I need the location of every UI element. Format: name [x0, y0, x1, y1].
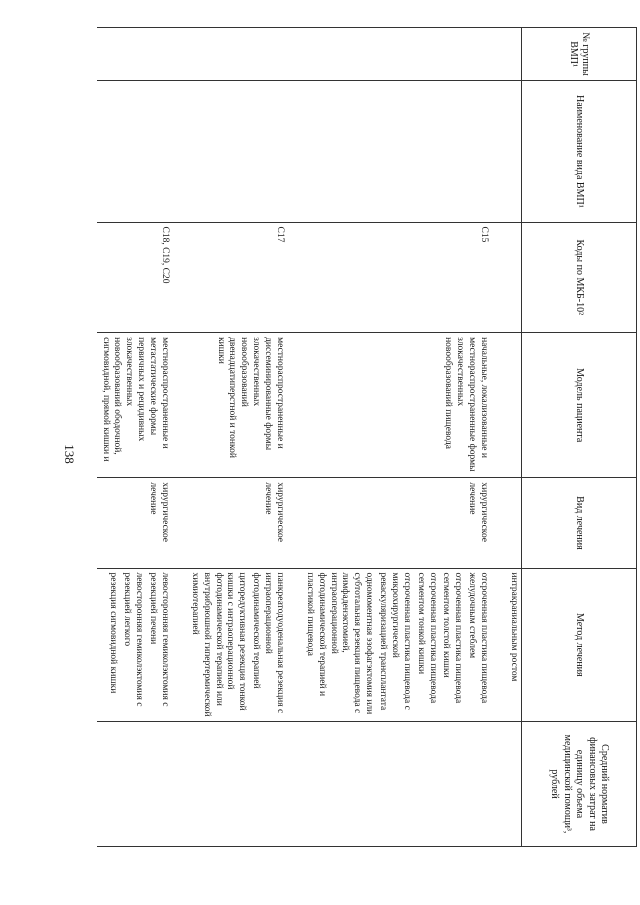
cell-kind: хирургическое лечение: [299, 478, 491, 568]
cell-model: начальные, локализованные и местнораспространенные формы злокачественных новообразований пищевода: [299, 333, 491, 478]
method-item: отсроченная пластика пищевода желудочным стеблем: [467, 572, 490, 704]
cell-name: [97, 81, 172, 222]
cell-codes: C15: [299, 222, 491, 333]
header-model: Модель пациента: [522, 333, 637, 478]
vmp-table: [97, 27, 637, 847]
method-item: резекция сигмовидной кишки: [108, 572, 119, 694]
cell-method: [184, 568, 287, 722]
cell-kind: хирургическое лечение: [184, 478, 287, 568]
cell-group: [184, 28, 287, 81]
cell-name: [299, 81, 491, 222]
cell-model: местнораспространенные и диссеминированные формы злокачественных новообразований двенадцатиперстной и тонкой кишки: [184, 333, 287, 478]
cell-method: [97, 568, 172, 722]
header-group: № группы ВМП¹: [522, 28, 637, 81]
header-method: Метод лечения: [522, 568, 637, 722]
cell-cost: [97, 722, 172, 847]
method-item: отсроченная пластика пищевода сегментом тонкой кишки: [415, 572, 438, 704]
method-item: левосторонняя гемиколэктомия с резекцией легкого: [122, 572, 145, 707]
cell-codes: [503, 222, 521, 333]
cell-model: [503, 333, 521, 478]
method-item: панкреатодуоденальная резекция с интраоперационной фотодинамической терапией: [251, 572, 285, 714]
header-codes: Коды по МКБ-10²: [522, 222, 637, 333]
cell-name: [184, 81, 287, 222]
rotated-page: [91, 27, 637, 867]
cell-kind: хирургическое лечение: [97, 478, 172, 568]
cell-group: [97, 28, 172, 81]
table-row: [97, 28, 172, 847]
cell-codes: C18, C19, C20: [97, 222, 172, 333]
cell-cost: [503, 722, 521, 847]
table-row: [503, 28, 521, 847]
header-kind: Вид лечения: [522, 478, 637, 568]
method-item: интракраниальным ростом: [509, 572, 519, 682]
cell-codes: C17: [184, 222, 287, 333]
method-item: циторедуктивная резекция тонкой кишки с интраоперационной фотодинамической терапией или внутрибрюшной гипертермической химиотерапией: [189, 572, 248, 717]
header-cost: Средний норматив финансовых затрат на единицу объема медицинской помощи³, рублей: [522, 722, 637, 847]
cell-model: местнораспространенные и метастатические формы первичных и рецидивных злокачественных новообразований ободочной, сигмовидной, прямой кишки и: [97, 333, 172, 478]
cell-group: [299, 28, 491, 81]
cell-name: [503, 81, 521, 222]
cell-cost: [184, 722, 287, 847]
cell-kind: [503, 478, 521, 568]
header-name: Наименование вида ВМП¹: [522, 81, 637, 222]
method-item: одномоментная эзофагэктомия или субтотальная резекция пищевода с лимфаденэктомией, интраоперационной фотодинамической терапией и пластикой пищевода: [304, 572, 375, 715]
cell-method: [299, 568, 491, 722]
table-row: [299, 28, 491, 847]
method-item: отсроченная пластика пищевода сегментом толстой кишки: [441, 572, 464, 704]
cell-method: [503, 568, 521, 722]
method-item: левосторонняя гемиколэктомия с резекцией печени: [148, 572, 170, 707]
page-number: 138: [62, 444, 77, 464]
table-row: [184, 28, 287, 847]
table-header-row: [522, 28, 637, 847]
method-item: отсроченная пластика пищевода с микрохирургической реваскуляризацией трансплантата: [378, 572, 412, 711]
cell-cost: [299, 722, 491, 847]
cell-group: [503, 28, 521, 81]
